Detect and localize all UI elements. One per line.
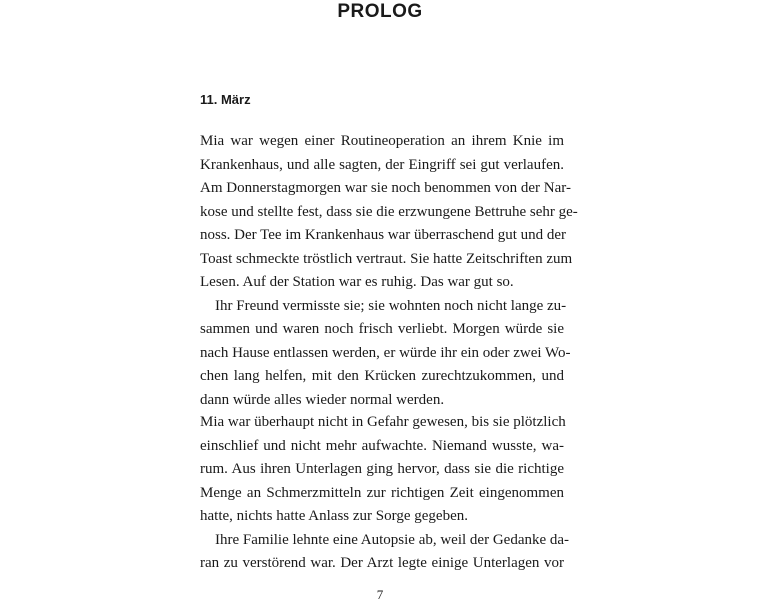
chapter-title: PROLOG [337,1,423,22]
section-2 [200,411,570,576]
section-1 [200,130,578,412]
text-line: Lesen. Auf der Station war es ruhig. Das war gut so. [200,274,514,290]
paragraph-4 [200,529,570,576]
text-line: ran zu verstörend war. Der Arzt legte einige Unterlagen vor [200,555,564,571]
text-line: Am Donnerstagmorgen war sie noch benommen von der Nar- [200,180,571,196]
page-number: 7 [376,587,384,602]
text-line: einschlief und nicht mehr aufwachte. Niemand wusste, wa- [200,437,564,454]
text-line: kose und stellte fest, dass sie die erzwungene Bettruhe sehr ge- [200,203,578,220]
text-line: Mia war überhaupt nicht in Gefahr gewesen, bis sie plötzlich [200,414,566,430]
text-line: rum. Aus ihren Unterlagen ging hervor, dass sie die richtige [200,461,564,477]
text-line: Ihr Freund vermisste sie; sie wohnten noch nicht lange zu- [215,297,567,314]
text-line: chen lang helfen, mit den Krücken zurechtzukommen, und [200,368,564,384]
text-line: Menge an Schmerzmitteln zur richtigen Zeit eingenommen [200,484,564,501]
date-heading: 11. März [200,92,251,107]
text-line: Toast schmeckte tröstlich vertraut. Sie hatte Zeitschriften zum [200,250,573,267]
text-line: nach Hause entlassen werden, er würde ihr ein oder zwei Wo- [200,344,571,361]
text-line: sammen und waren noch frisch verliebt. Morgen würde sie [200,321,564,337]
text-line: dann würde alles wieder normal werden. [200,391,445,408]
paragraph-1 [200,130,578,295]
paragraph-2 [200,295,571,413]
paragraph-3 [200,411,564,529]
text-line: hatte, nichts hatte Anlass zur Sorge gegeben. [200,508,468,524]
text-line: noss. Der Tee im Krankenhaus war überraschend gut und der [200,227,567,243]
text-line: Mia war wegen einer Routineoperation an ihrem Knie im [200,133,564,149]
text-line: Krankenhaus, und alle sagten, der Eingriff sei gut verlaufen. [200,156,564,173]
text-line: Ihre Familie lehnte eine Autopsie ab, weil der Gedanke da- [215,531,570,548]
